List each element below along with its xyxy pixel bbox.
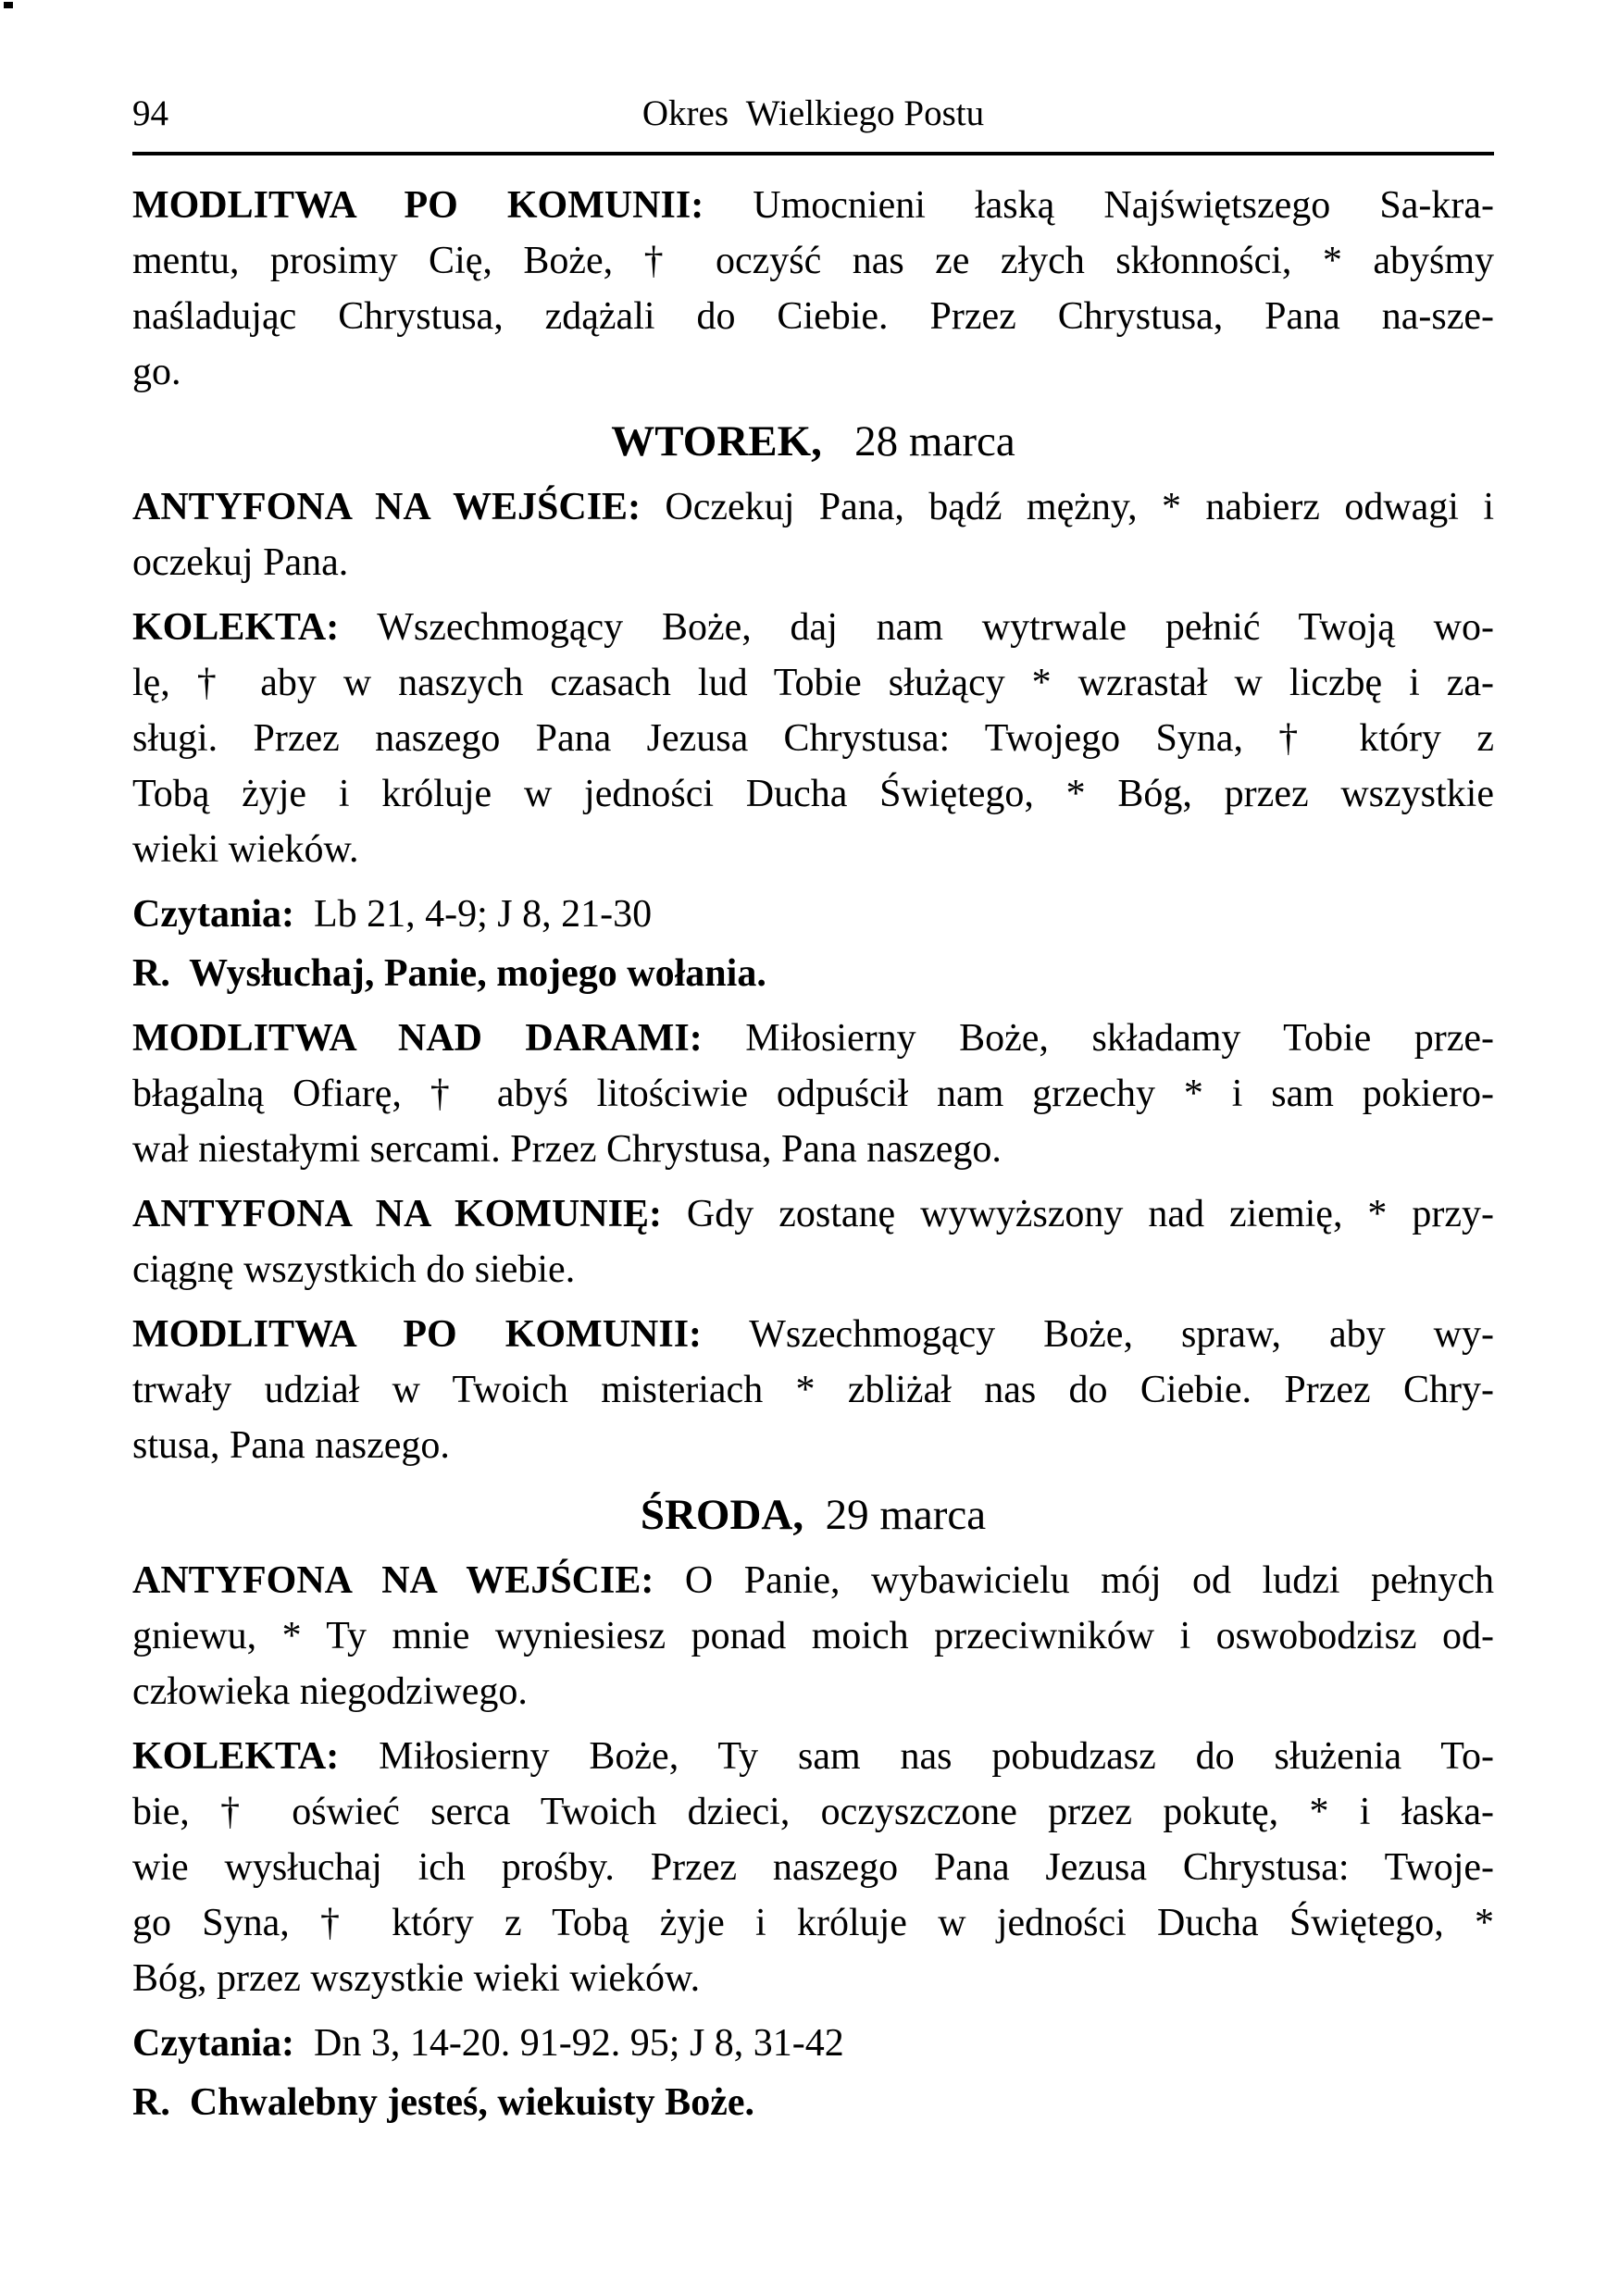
text-line [132,766,1494,822]
text-line [132,233,1494,289]
text-run: 29 marca [803,1491,987,1539]
scan-artifact [4,2,13,8]
text-line [132,479,1494,535]
text-line [132,1951,1494,2006]
text-line [132,600,1494,655]
text-line [132,1307,1494,1362]
psalm-response [132,2075,1494,2130]
text-run: wał niestałymi sercami. Przez Chrystusa, Pana naszego. [132,1128,1002,1171]
readings-line [132,887,1494,942]
text-line [132,178,1494,233]
text-line [132,289,1494,344]
text-line [132,1186,1494,1242]
bold-run: MODLITWA PO KOMUNII: [132,1313,703,1356]
section-kolekta [132,600,1494,877]
text-line [132,1066,1494,1122]
text-run: oczekuj Pana. [132,541,349,584]
text-run: Gdy zostanę wywyższony nad ziemię, * przy- [661,1193,1494,1235]
section-modlitwa-nad-darami [132,1011,1494,1177]
bold-run: Czytania: [132,2022,294,2065]
bold-run: R. Chwalebny jesteś, wiekuisty Boże. [132,2081,754,2124]
bold-run: WTOREK, [611,417,822,465]
text-line [132,1895,1494,1951]
text-line [132,1784,1494,1840]
text-run: mentu, prosimy Cię, Boże, † oczyść nas ze złych skłonności, * abyśmy [132,240,1494,282]
bold-run: KOLEKTA: [132,606,340,649]
text-run: człowieka niegodziwego. [132,1670,528,1713]
text-line [132,1122,1494,1177]
section-antyfona-na-wejscie [132,479,1494,590]
text-run: Wszechmogący Boże, daj nam wytrwale pełnić Twoją wo- [339,606,1494,649]
text-run: go. [132,351,181,393]
day-heading-wtorek [132,413,1494,470]
text-run: stusa, Pana naszego. [132,1424,450,1467]
bold-run: R. Wysłuchaj, Panie, mojego wołania. [132,952,766,995]
readings-line [132,2016,1494,2071]
text-line [132,655,1494,711]
bold-run: KOLEKTA: [132,1735,340,1778]
text-run: lę, † aby w naszych czasach lud Tobie służący * wzrastał w liczbę i za- [132,662,1494,704]
text-run: 28 marca [821,417,1015,465]
running-title: Okres Wielkiego Postu [641,93,985,133]
text-line [132,344,1494,400]
bold-run: ANTYFONA NA KOMUNIĘ: [132,1193,662,1235]
text-line [132,1362,1494,1418]
text-run: Oczekuj Pana, bądź mężny, * nabierz odwagi i [641,486,1495,528]
text-line [132,1011,1494,1066]
text-run: O Panie, wybawicielu mój od ludzi pełnych [654,1559,1494,1602]
section-antyfona-na-wejscie [132,1553,1494,1719]
text-line [132,535,1494,590]
psalm-response [132,946,1494,1001]
text-run: go Syna, † który z Tobą żyje i króluje w jedności Ducha Świętego, * [132,1902,1494,1944]
bold-run: MODLITWA NAD DARAMI: [132,1017,703,1060]
bold-run: ANTYFONA NA WEJŚCIE: [132,1559,654,1602]
text-line [132,711,1494,766]
text-run: Wszechmogący Boże, spraw, aby wy- [702,1313,1495,1356]
section-modlitwa-po-komunii [132,1307,1494,1473]
text-line [132,1840,1494,1895]
text-run: sługi. Przez naszego Pana Jezusa Chrystusa: Twojego Syna, † który z [132,717,1494,760]
section-modlitwa-po-komunii [132,178,1494,400]
text-run: Tobą żyje i króluje w jedności Ducha Świętego, * Bóg, przez wszystkie [132,773,1494,815]
header-rule [132,152,1494,155]
section-kolekta [132,1729,1494,2006]
text-run: Miłosierny Boże, składamy Tobie prze- [702,1017,1494,1060]
bold-run: Czytania: [132,893,294,936]
text-run: Umocnieni łaską Najświętszego Sa-kra- [704,184,1495,227]
text-line [132,1242,1494,1297]
page-body [132,178,1494,2130]
text-run: trwały udział w Twoich misteriach * zbliżał nas do Ciebie. Przez Chry- [132,1369,1494,1411]
text-run: wie wysłuchaj ich prośby. Przez naszego Pana Jezusa Chrystusa: Twoje- [132,1846,1494,1889]
text-run: gniewu, * Ty mnie wyniesiesz ponad moich przeciwników i oswobodzisz od- [132,1615,1494,1657]
running-header [132,91,1494,137]
text-line [132,822,1494,877]
text-line [132,1553,1494,1608]
section-antyfona-na-komunie [132,1186,1494,1297]
text-run: Bóg, przez wszystkie wieki wieków. [132,1957,701,2000]
text-run: błagalną Ofiarę, † abyś litościwie odpuścił nam grzechy * i sam pokiero- [132,1073,1494,1115]
text-line [132,1608,1494,1664]
text-run: Lb 21, 4-9; J 8, 21-30 [293,893,653,936]
bold-run: ANTYFONA NA WEJŚCIE: [132,486,641,528]
text-line [132,1729,1494,1784]
text-run: wieki wieków. [132,828,359,871]
text-run: naśladując Chrystusa, zdążali do Ciebie. Przez Chrystusa, Pana na-sze- [132,295,1494,338]
bold-run: MODLITWA PO KOMUNII: [132,184,704,227]
page-content [132,91,1494,2130]
bold-run: ŚRODA, [640,1491,804,1539]
text-run: bie, † oświeć serca Twoich dzieci, oczyszczone przez pokutę, * i łaska- [132,1791,1494,1833]
text-run: Dn 3, 14-20. 91-92. 95; J 8, 31-42 [293,2022,844,2065]
text-run: ciągnę wszystkich do siebie. [132,1248,576,1291]
text-run: Miłosierny Boże, Ty sam nas pobudzasz do służenia To- [339,1735,1494,1778]
page-number: 94 [132,93,168,133]
day-heading-sroda [132,1486,1494,1544]
text-line [132,1664,1494,1719]
text-line [132,1418,1494,1473]
